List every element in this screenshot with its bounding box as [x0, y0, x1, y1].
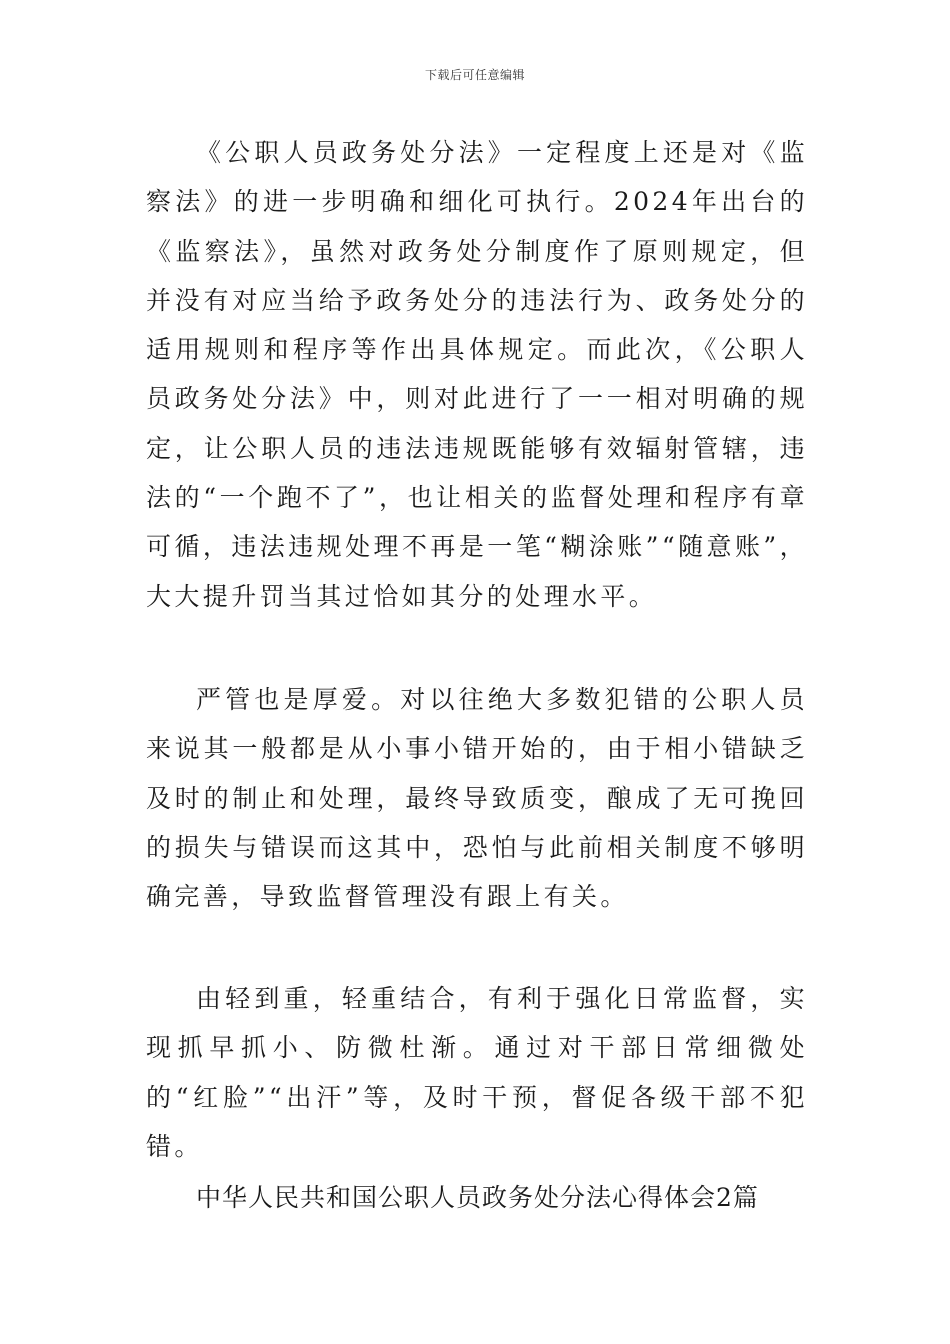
body-paragraph-1: 《公职人员政务处分法》一定程度上还是对《监察法》的进一步明确和细化可执行。2024年出台的《监察法》，虽然对政务处分制度作了原则规定，但并没有对应当给予政务处分的违法行为、政务处分的适用规则和程序等作出具体规定。而此次，《公职人员政务处分法》中，则对此进行了一一相对明确的规定，让公职人员的违法违规既能够有效辐射管辖，违法的“一个跑不了”，也让相关的监督处理和程序有章可循，违法违规处理不再是一笔“糊涂账”“随意账”，大大提升罚当其过恰如其分的处理水平。 [146, 138, 808, 611]
body-paragraph-3: 由轻到重，轻重结合，有利于强化日常监督，实现抓早抓小、防微杜渐。通过对干部日常细微处的“红脸”“出汗”等，及时干预，督促各级干部不犯错。 [146, 984, 808, 1161]
header-note: 下载后可任意编辑 [424, 68, 525, 82]
body-paragraph-2: 严管也是厚爱。对以往绝大多数犯错的公职人员来说其一般都是从小事小错开始的，由于相小错缺乏及时的制止和处理，最终导致质变，酿成了无可挽回的损失与错误而这其中，恐怕与此前相关制度不够明确完善，导致监督管理没有跟上有关。 [146, 685, 808, 912]
section-title: 中华人民共和国公职人员政务处分法心得体会2篇 [196, 1183, 759, 1212]
